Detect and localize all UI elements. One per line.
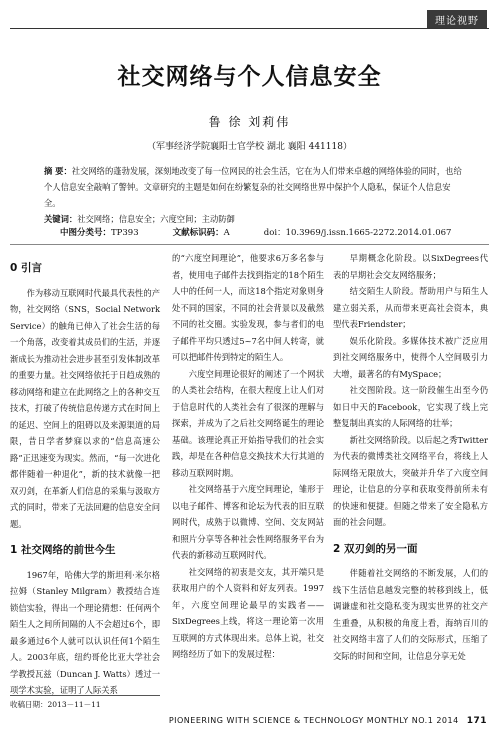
received-date: 收稿日期：2013－11－11: [10, 700, 101, 709]
journal-name: PIONEERING WITH SCIENCE & TECHNOLOGY MONTHLY NO.1 2014: [168, 716, 459, 725]
column-2: [172, 250, 324, 663]
doc-value: A: [223, 228, 230, 238]
paragraph: 社交网络基于六度空间理论，雏形于以电子邮件、博客和论坛为代表的旧互联网时代，成熟于以微博、空间、交友网站和照片分享等各种社会性网络服务平台为代表的新移动互联网时代。: [172, 484, 324, 560]
author-affiliation: （军事经济学院襄阳士官学校 湖北 襄阳 441118）: [147, 142, 352, 152]
abstract: [44, 163, 465, 227]
header-divider: [10, 244, 489, 245]
abstract-label: 摘 要：: [44, 166, 72, 176]
classification-row: [60, 226, 469, 238]
top-rule: [10, 28, 489, 29]
doi: doi：10.3969/j.issn.1665-2272.2014.01.067: [263, 228, 452, 238]
class-label: 中图分类号：: [60, 228, 112, 238]
section-1-heading: 1 社交网络的前世今生: [10, 544, 116, 556]
keywords-label: 关键词：: [44, 214, 78, 224]
column-3: [333, 250, 488, 664]
paragraph: 六度空间理论很好的阐述了一个网状的人类社会结构，在很大程度上让人们对于信息时代的人类社会有了很深的理解与探索，并成为了之后社交网络诞生的理论基础。该理论真正开始指导我们的社会实践，却是在各种信息交换技术大行其道的移动互联网时期。: [172, 368, 324, 478]
section-2-heading: 2 双刃剑的另一面: [333, 542, 418, 555]
article-authors: 鲁 徐 刘莉伟: [208, 115, 291, 129]
paragraph: 社交网络的初衷是交友，其开端只是获取用户的个人资料和好友列表。1997年，六度空间理论最早的实践者——SixDegrees上线，将这一理论第一次用互联网的方式体现出来。总体上说，社交网络经历了如下的发展过程：: [172, 566, 324, 659]
column-tag: 理论视野: [427, 10, 487, 29]
keywords-text: 社交网络；信息安全；六度空间；主动防御: [77, 214, 235, 224]
paragraph: 社交图阶段。这一阶段催生出至今仍如日中天的Facebook，它实现了线上完整复制出真实的人际网络的壮举；: [333, 385, 488, 428]
page-footer: [169, 716, 487, 726]
doc-label: 文献标识码：: [172, 228, 224, 238]
column-1: [10, 250, 160, 699]
paragraph: 早期概念化阶段。以SixDegrees代表的早期社会交友网络服务；: [333, 253, 488, 280]
paragraph: 伴随着社交网络的不断发展，人们的线下生活信息越发完整的转移到线上，低调谦虚和社交隐私变为现实世界的社交产生重叠，从积极的角度上看，海纳百川的社交网络丰富了人们的交际形式，压缩了交际的时间和空间，让信息分享无处: [333, 568, 488, 661]
paragraph: 的“六度空间理论”，他要求6万多名参与者，使用电子邮件去找到指定的18个陌生人中的任何一人，而这18个指定对象则身处不同的国家，不同的社会背景以及截然不同的社交圈。实验发现，参与者们的电子邮件平均只透过5~7名中间人转寄，就可以把邮件传到特定的陌生人。: [172, 253, 324, 362]
paragraph: 结交陌生人阶段。帮助用户与陌生人建立弱关系，从而带来更高社会资本，典型代表Friendster；: [333, 286, 488, 329]
paragraph: 作为移动互联网时代最具代表性的产物，社交网络（SNS，Social Network Service）的触角已伸入了社会生活的每一个角落，改变着其成员们的生活，并逐渐成长为推动社会进步甚至引发体制改革的重要力量。社交网络依托于日趋成熟的移动网络和建立在此网络之上的各种交互技术，打破了传统信息传递方式在时间上的延迟、空间上的阻碍以及来源渠道的局限，昔日学者梦寐以求的“信息高速公路”正迅速变为现实。然而，“每一次进化都伴随着一种退化”，新的技术就像一把双刃剑，在革新人们信息的采集与汲取方式的同时，带来了无法回避的信息安全问题。: [10, 287, 160, 529]
section-0-heading: 0 引言: [10, 262, 42, 274]
class-value: TP393: [111, 228, 139, 238]
paragraph: 娱乐化阶段。多媒体技术被广泛应用到社交网络服务中，使得个人空间吸引力大增，最著名的有MySpace；: [333, 335, 488, 379]
paragraph: 1967年，哈佛大学的斯坦利·米尔格拉姆（Stanley Milgram）教授结合连锁信实验，得出一个理论猜想：任何两个陌生人之间所间隔的人不会超过6个，即最多通过6个人就可以认识任何1个陌生人。2003年底，纽约哥伦比亚大学社会学教授瓦兹（Duncan J. Watts）透过一项学术实验，证明了人际关系: [10, 569, 160, 695]
footnote-rule: [10, 695, 160, 696]
abstract-text: 社交网络的蓬勃发展，深刻地改变了每一位网民的社会生活，它在为人们带来卓越的网络体验的同时，也给个人信息安全敲响了警钟。文章研究的主题是如何在纷繁复杂的社交网络世界中保护个人隐私，保证个人信息安全。: [44, 166, 462, 208]
paragraph: 新社交网络阶段。以后起之秀Twitter为代表的微博类社交网络平台，将线上人际网络无限放大，突破并升华了六度空间理论，让信息的分享和获取变得前所未有的快速和便捷。但随之带来了安全隐私方面的社会问题。: [333, 434, 488, 527]
page-number: 171: [466, 716, 487, 726]
article-title: 社交网络与个人信息安全: [117, 64, 382, 90]
